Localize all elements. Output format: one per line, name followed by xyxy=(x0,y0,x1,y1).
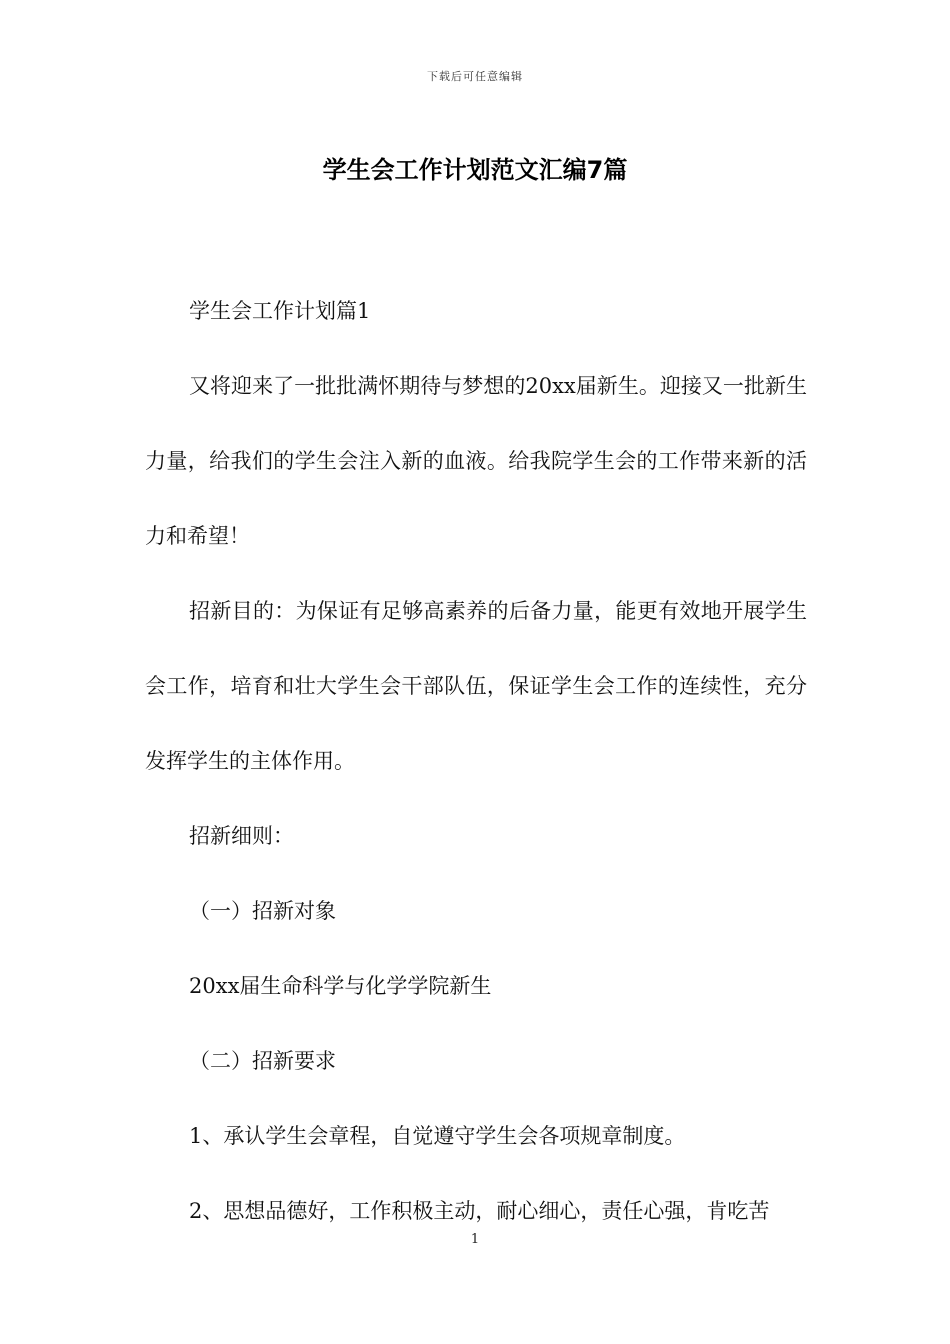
paragraph-target-heading: （一）招新对象 xyxy=(189,899,336,923)
paragraph-target: 20xx届生命科学与化学学院新生 xyxy=(189,974,492,998)
paragraph-intro: 又将迎来了一批批满怀期待与梦想的20xx届新生。迎接又一批新生力量，给我们的学生会注入新的血液。给我院学生会的工作带来新的活力和希望！ xyxy=(145,374,807,548)
paragraph-requirement-1: 1、承认学生会章程，自觉遵守学生会各项规章制度。 xyxy=(189,1124,686,1148)
page-number: 1 xyxy=(470,1232,480,1247)
paragraph-section-heading: 学生会工作计划篇1 xyxy=(189,299,371,323)
document-title: 学生会工作计划范文汇编7篇 xyxy=(322,156,628,184)
paragraph-requirement-2: 2、思想品德好，工作积极主动，耐心细心，责任心强，肯吃苦 xyxy=(189,1199,770,1223)
paragraph-rules-heading: 招新细则： xyxy=(189,824,294,848)
header-note: 下载后可任意编辑 xyxy=(427,70,523,83)
paragraph-purpose: 招新目的：为保证有足够高素养的后备力量，能更有效地开展学生会工作，培育和壮大学生会干部队伍，保证学生会工作的连续性，充分发挥学生的主体作用。 xyxy=(145,599,807,773)
paragraph-requirements-heading: （二）招新要求 xyxy=(189,1049,336,1073)
document-body xyxy=(145,274,807,1249)
